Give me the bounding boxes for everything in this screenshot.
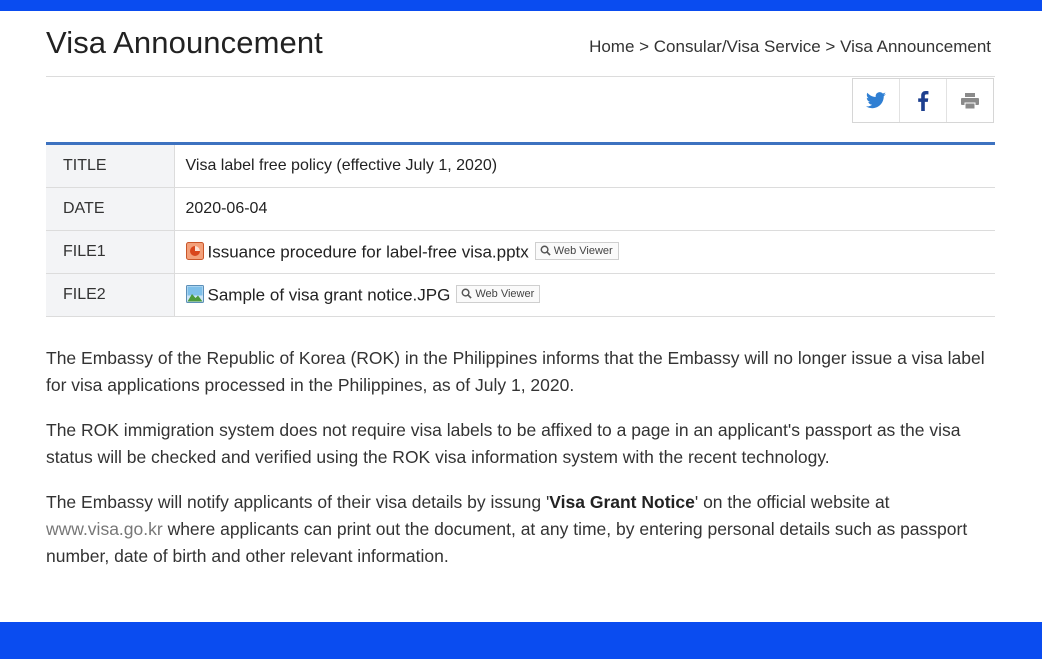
body-paragraph-3 [46, 489, 986, 570]
breadcrumb: Home > Consular/Visa Service > Visa Announcement [589, 37, 991, 56]
date-label: DATE [46, 188, 174, 231]
body-p3-after: where applicants can print out the document, at any time, by entering personal details such as passport number, date of birth and other relevant information. [46, 519, 968, 566]
file2-download-link[interactable]: Sample of visa grant notice.JPG [207, 285, 451, 305]
file1-web-viewer-label: Web Viewer [553, 244, 613, 257]
magnifier-icon [540, 245, 551, 256]
announcement-info-table [46, 142, 995, 317]
page-title: Visa Announcement [46, 25, 323, 60]
body-paragraph-2: The ROK immigration system does not require visa labels to be affixed to a page in an applicant's passport as the visa status will be checked and verified using the ROK visa information system with the recent technology. [46, 420, 961, 467]
table-row-date [46, 188, 995, 231]
title-divider [46, 76, 995, 77]
twitter-icon [865, 92, 887, 110]
file1-web-viewer-button[interactable] [535, 242, 619, 260]
file2-label: FILE2 [46, 274, 174, 317]
file2-web-viewer-button[interactable] [456, 285, 540, 303]
file1-download-link[interactable]: Issuance procedure for label-free visa.pptx [207, 242, 529, 262]
date-value: 2020-06-04 [174, 188, 995, 231]
title-value: Visa label free policy (effective July 1, 2020) [174, 144, 995, 188]
announcement-body [46, 345, 986, 588]
visa-grant-notice-text: Visa Grant Notice [549, 492, 695, 512]
table-row-title [46, 144, 995, 188]
print-icon [960, 92, 980, 110]
body-paragraph-1: The Embassy of the Republic of Korea (ROK) in the Philippines informs that the Embassy will no longer issue a visa label for visa applications processed in the Philippines, as of July 1, 2020. [46, 348, 985, 395]
pptx-file-icon [186, 242, 204, 260]
twitter-share-button[interactable] [853, 79, 899, 122]
file1-cell [174, 231, 995, 274]
bottom-brand-bar [0, 622, 1042, 659]
table-row-file2 [46, 274, 995, 317]
image-file-icon [186, 285, 204, 303]
body-p3-before: The Embassy will notify applicants of their visa details by issung ' [46, 492, 550, 512]
table-row-file1 [46, 231, 995, 274]
title-label: TITLE [46, 144, 174, 188]
print-button[interactable] [946, 79, 993, 122]
file2-web-viewer-label: Web Viewer [475, 287, 535, 300]
share-toolbar [852, 78, 994, 123]
file1-label: FILE1 [46, 231, 174, 274]
facebook-share-button[interactable] [899, 79, 946, 122]
body-p3-mid: ' on the official website at [694, 492, 890, 512]
file2-cell [174, 274, 995, 317]
visa-website-link[interactable]: www.visa.go.kr [46, 519, 163, 539]
magnifier-icon [461, 288, 472, 299]
top-brand-bar [0, 0, 1042, 11]
facebook-icon [917, 91, 929, 111]
